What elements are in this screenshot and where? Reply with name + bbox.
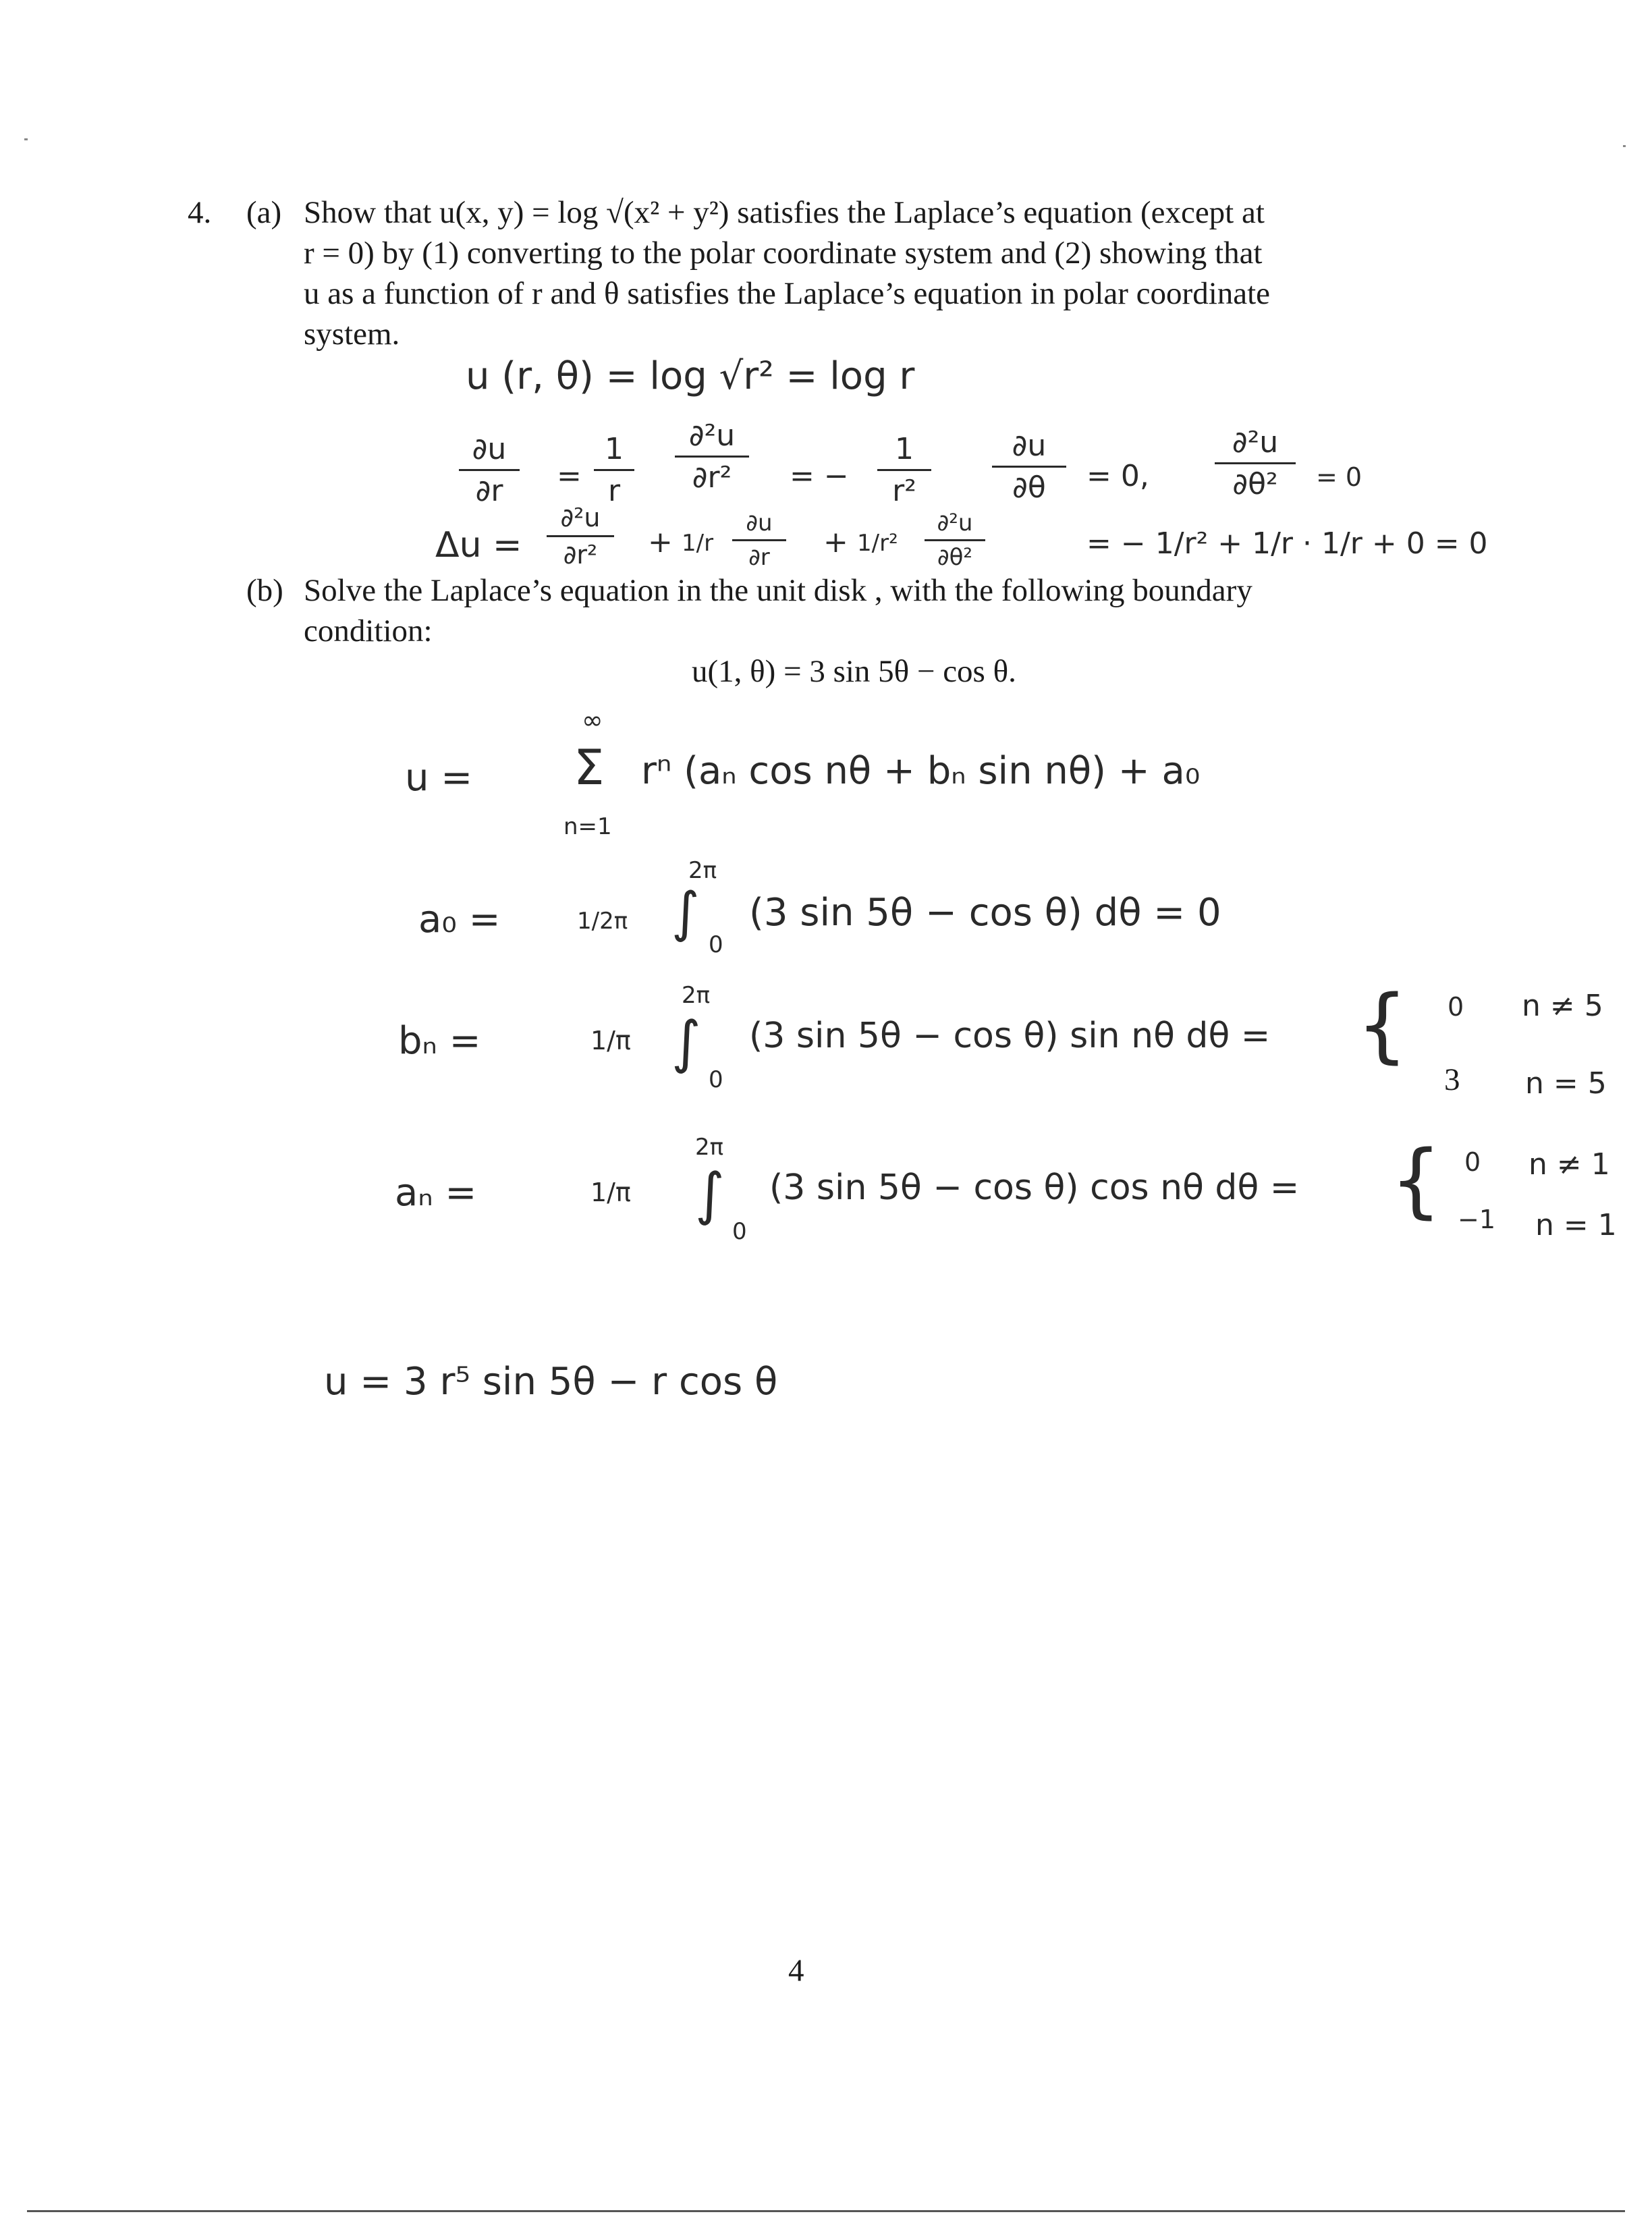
hw-lap-term2: ∂u ∂r [732, 510, 786, 571]
hw-lap-result: = − 1/r² + 1/r · 1/r + 0 = 0 [1086, 526, 1488, 561]
hw-bn-case2-cond: n = 5 [1525, 1066, 1607, 1101]
hw-series-body: rⁿ (aₙ cos nθ + bₙ sin nθ) + a₀ [641, 749, 1201, 793]
hw-lap-plus-2: + [823, 525, 848, 559]
part-a-line-2: r = 0) by (1) converting to the polar coordinate system and (2) showing that [304, 236, 1263, 271]
hw-eq-zero: = 0, [1086, 459, 1149, 493]
hw-bn-brace: { [1356, 979, 1408, 1072]
scan-speck [24, 138, 28, 140]
hw-sum-upper: ∞ [582, 705, 603, 735]
hw-d2u-dr2: ∂²u ∂r² [675, 418, 749, 495]
part-a-line-4: system. [304, 317, 400, 352]
hw-du-dr: ∂u ∂r [459, 432, 520, 508]
hw-a0-body: (3 sin 5θ − cos θ) dθ = 0 [749, 891, 1221, 935]
hw-eq-zero-2: = 0 [1316, 462, 1362, 492]
hw-bn-lhs: bₙ = [398, 1019, 481, 1063]
hw-an-lhs: aₙ = [395, 1171, 477, 1215]
part-a-line-1: Show that u(x, y) = log √(x² + y²) satisfies the Laplace’s equation (except at [304, 195, 1265, 230]
boundary-condition: u(1, θ) = 3 sin 5θ − cos θ. [692, 654, 1016, 689]
scan-speck [1623, 145, 1626, 147]
page-number: 4 [788, 1953, 804, 1988]
part-b-line-2: condition: [304, 613, 433, 649]
hw-du-dtheta: ∂u ∂θ [992, 429, 1066, 505]
hw-one-over-r: 1 r [594, 432, 634, 508]
hw-bn-case1-cond: n ≠ 5 [1522, 989, 1603, 1023]
hw-a0-integral: ∫ [671, 881, 700, 943]
hw-a0-lower: 0 [709, 931, 723, 958]
hw-an-brace: { [1390, 1134, 1442, 1228]
hw-a0-upper: 2π [688, 857, 717, 884]
hw-series-lhs: u = [405, 756, 473, 800]
part-a-line-3: u as a function of r and θ satisfies the Laplace’s equation in polar coordinate [304, 276, 1271, 311]
hw-laplacian-lhs: Δu = [435, 525, 522, 566]
hw-an-case1-val: 0 [1464, 1147, 1481, 1177]
hw-an-case2-val: −1 [1458, 1205, 1496, 1234]
hw-bn-lower: 0 [709, 1066, 723, 1093]
hw-sum-symbol: Σ [574, 739, 605, 796]
part-a-label: (a) [246, 195, 282, 230]
part-b-label: (b) [246, 573, 283, 608]
scan-bottom-edge [27, 2210, 1625, 2212]
hw-bn-case1-val: 0 [1448, 992, 1464, 1022]
hw-eq-minus: = − [790, 459, 849, 493]
hw-an-upper: 2π [695, 1134, 724, 1161]
hw-eq: = [557, 459, 582, 493]
hw-bn-integral: ∫ [671, 1009, 701, 1075]
hw-a0-coef: 1/2π [577, 908, 628, 935]
hw-an-coef: 1/π [590, 1178, 631, 1207]
hw-an-integral: ∫ [695, 1161, 725, 1227]
hw-bn-upper: 2π [682, 982, 711, 1009]
part-b-line-1: Solve the Laplace’s equation in the unit disk , with the following boundary [304, 573, 1252, 608]
hw-neg-inv-r2: 1 r² [877, 432, 931, 508]
hw-lap-term3: ∂²u ∂θ² [925, 510, 985, 571]
hw-polar-form: u (r, θ) = log √r² = log r [466, 354, 915, 398]
hw-lap-term3-coef: 1/r² [857, 530, 898, 557]
hw-an-lower: 0 [732, 1218, 747, 1245]
hw-bn-case2-val: 3 [1444, 1062, 1460, 1097]
hw-solution: u = 3 r⁵ sin 5θ − r cos θ [324, 1360, 778, 1404]
hw-sum-lower: n=1 [563, 813, 612, 840]
hw-lap-term1: ∂²u ∂r² [547, 503, 614, 570]
hw-lap-plus-1: + [648, 525, 673, 559]
hw-a0-lhs: a₀ = [418, 898, 501, 941]
hw-bn-coef: 1/π [590, 1026, 631, 1055]
hw-an-case2-cond: n = 1 [1535, 1208, 1617, 1242]
hw-bn-body: (3 sin 5θ − cos θ) sin nθ dθ = [749, 1016, 1271, 1056]
hw-an-body: (3 sin 5θ − cos θ) cos nθ dθ = [769, 1167, 1300, 1208]
problem-number: 4. [188, 195, 212, 230]
hw-lap-term2-coef: 1/r [682, 530, 714, 557]
hw-an-case1-cond: n ≠ 1 [1529, 1147, 1610, 1182]
hw-d2u-dtheta2: ∂²u ∂θ² [1215, 425, 1296, 501]
